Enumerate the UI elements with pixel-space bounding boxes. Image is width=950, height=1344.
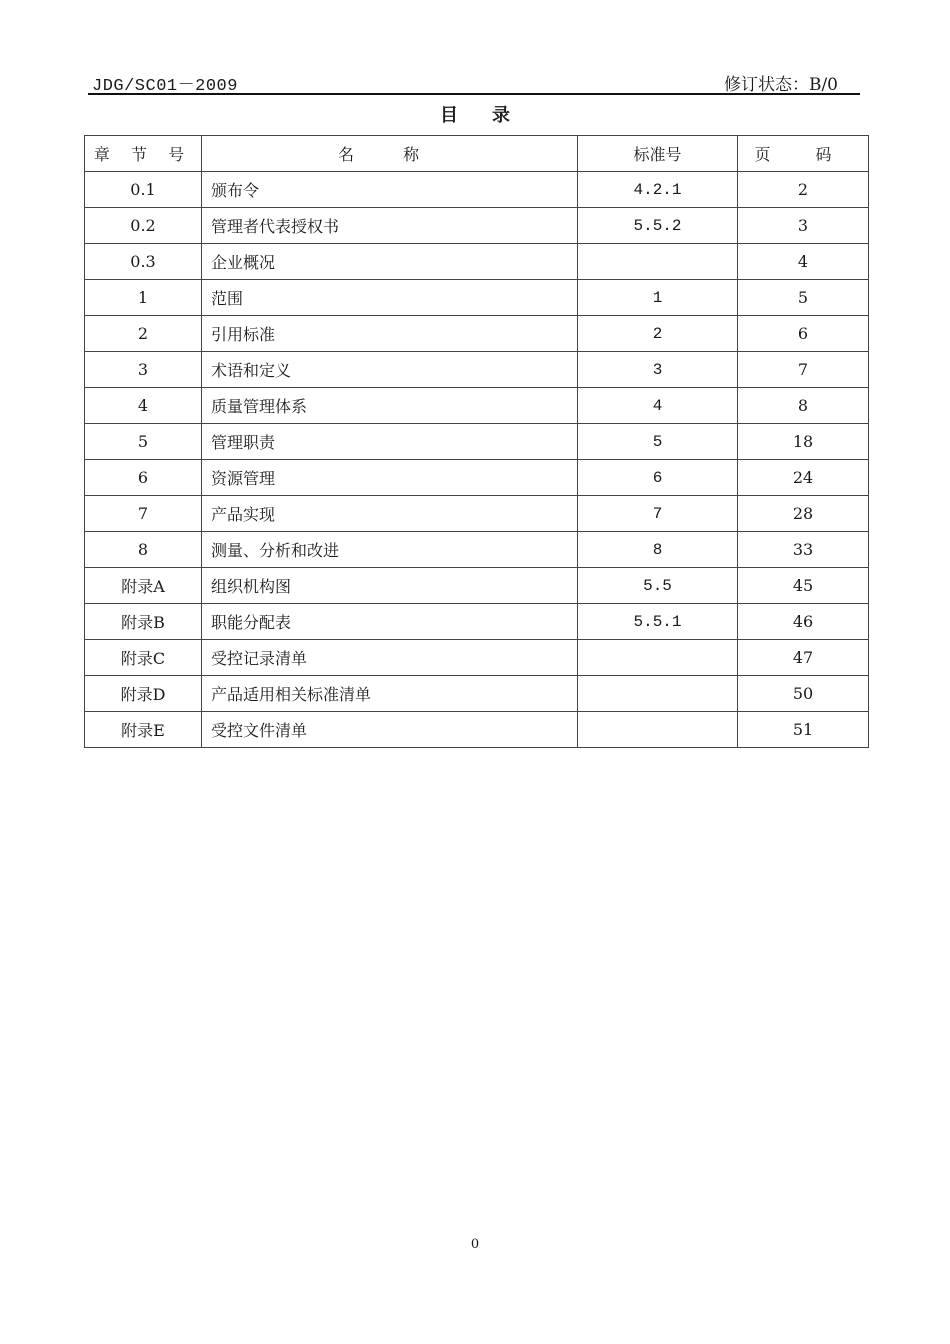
cell-page: 33 [738,532,869,568]
table-row [85,712,869,748]
cell-section: 附录A [85,568,202,604]
cell-section: 附录D [85,676,202,712]
column-header-section: 章 节 号 [85,136,202,172]
cell-name: 资源管理 [202,460,578,496]
cell-standard: 4 [578,388,738,424]
cell-section: 8 [85,532,202,568]
table-row [85,172,869,208]
cell-page: 8 [738,388,869,424]
cell-page: 51 [738,712,869,748]
cell-name: 管理职责 [202,424,578,460]
table-row [85,460,869,496]
cell-page: 50 [738,676,869,712]
page-number: 0 [470,1237,480,1252]
cell-section: 附录B [85,604,202,640]
cell-section: 0.3 [85,244,202,280]
cell-standard [578,712,738,748]
cell-standard: 7 [578,496,738,532]
cell-name: 测量、分析和改进 [202,532,578,568]
cell-section: 6 [85,460,202,496]
table-row [85,604,869,640]
cell-section: 附录C [85,640,202,676]
column-header-page: 页 码 [738,136,869,172]
table-row [85,388,869,424]
cell-standard: 8 [578,532,738,568]
column-header-standard: 标准号 [578,136,738,172]
cell-name: 质量管理体系 [202,388,578,424]
table-row [85,640,869,676]
cell-page: 45 [738,568,869,604]
table-row [85,316,869,352]
cell-standard: 5.5.1 [578,604,738,640]
cell-name: 颁布令 [202,172,578,208]
table-of-contents [84,135,869,748]
cell-page: 2 [738,172,869,208]
cell-name: 组织机构图 [202,568,578,604]
cell-section: 2 [85,316,202,352]
table-row [85,532,869,568]
cell-page: 24 [738,460,869,496]
cell-standard: 1 [578,280,738,316]
cell-page: 47 [738,640,869,676]
cell-name: 产品适用相关标准清单 [202,676,578,712]
cell-name: 范围 [202,280,578,316]
cell-name: 受控记录清单 [202,640,578,676]
cell-name: 术语和定义 [202,352,578,388]
document-code: JDG/SC01－2009 [92,77,238,96]
cell-standard: 2 [578,316,738,352]
cell-section: 4 [85,388,202,424]
cell-standard: 5.5.2 [578,208,738,244]
cell-name: 受控文件清单 [202,712,578,748]
cell-page: 5 [738,280,869,316]
table-row [85,676,869,712]
cell-page: 28 [738,496,869,532]
cell-standard: 5 [578,424,738,460]
cell-section: 1 [85,280,202,316]
table-header-row [85,136,869,172]
cell-name: 管理者代表授权书 [202,208,578,244]
cell-section: 7 [85,496,202,532]
table-row [85,496,869,532]
cell-standard: 5.5 [578,568,738,604]
cell-standard: 3 [578,352,738,388]
table-row [85,424,869,460]
cell-page: 46 [738,604,869,640]
table-row [85,568,869,604]
table-row [85,352,869,388]
cell-name: 产品实现 [202,496,578,532]
cell-page: 6 [738,316,869,352]
table-row [85,280,869,316]
cell-section: 0.2 [85,208,202,244]
cell-name: 引用标准 [202,316,578,352]
table-body [85,172,869,748]
cell-name: 企业概况 [202,244,578,280]
cell-section: 0.1 [85,172,202,208]
cell-page: 7 [738,352,869,388]
cell-standard: 6 [578,460,738,496]
cell-name: 职能分配表 [202,604,578,640]
table-row [85,244,869,280]
cell-section: 附录E [85,712,202,748]
table-row [85,208,869,244]
cell-standard [578,244,738,280]
header-divider [88,93,860,95]
cell-section: 3 [85,352,202,388]
page-title: 目录 [440,105,544,126]
column-header-name: 名 称 [202,136,578,172]
cell-standard [578,640,738,676]
cell-standard [578,676,738,712]
cell-page: 3 [738,208,869,244]
cell-page: 4 [738,244,869,280]
cell-section: 5 [85,424,202,460]
cell-standard: 4.2.1 [578,172,738,208]
cell-page: 18 [738,424,869,460]
revision-status: 修订状态：B/0 [723,75,838,95]
